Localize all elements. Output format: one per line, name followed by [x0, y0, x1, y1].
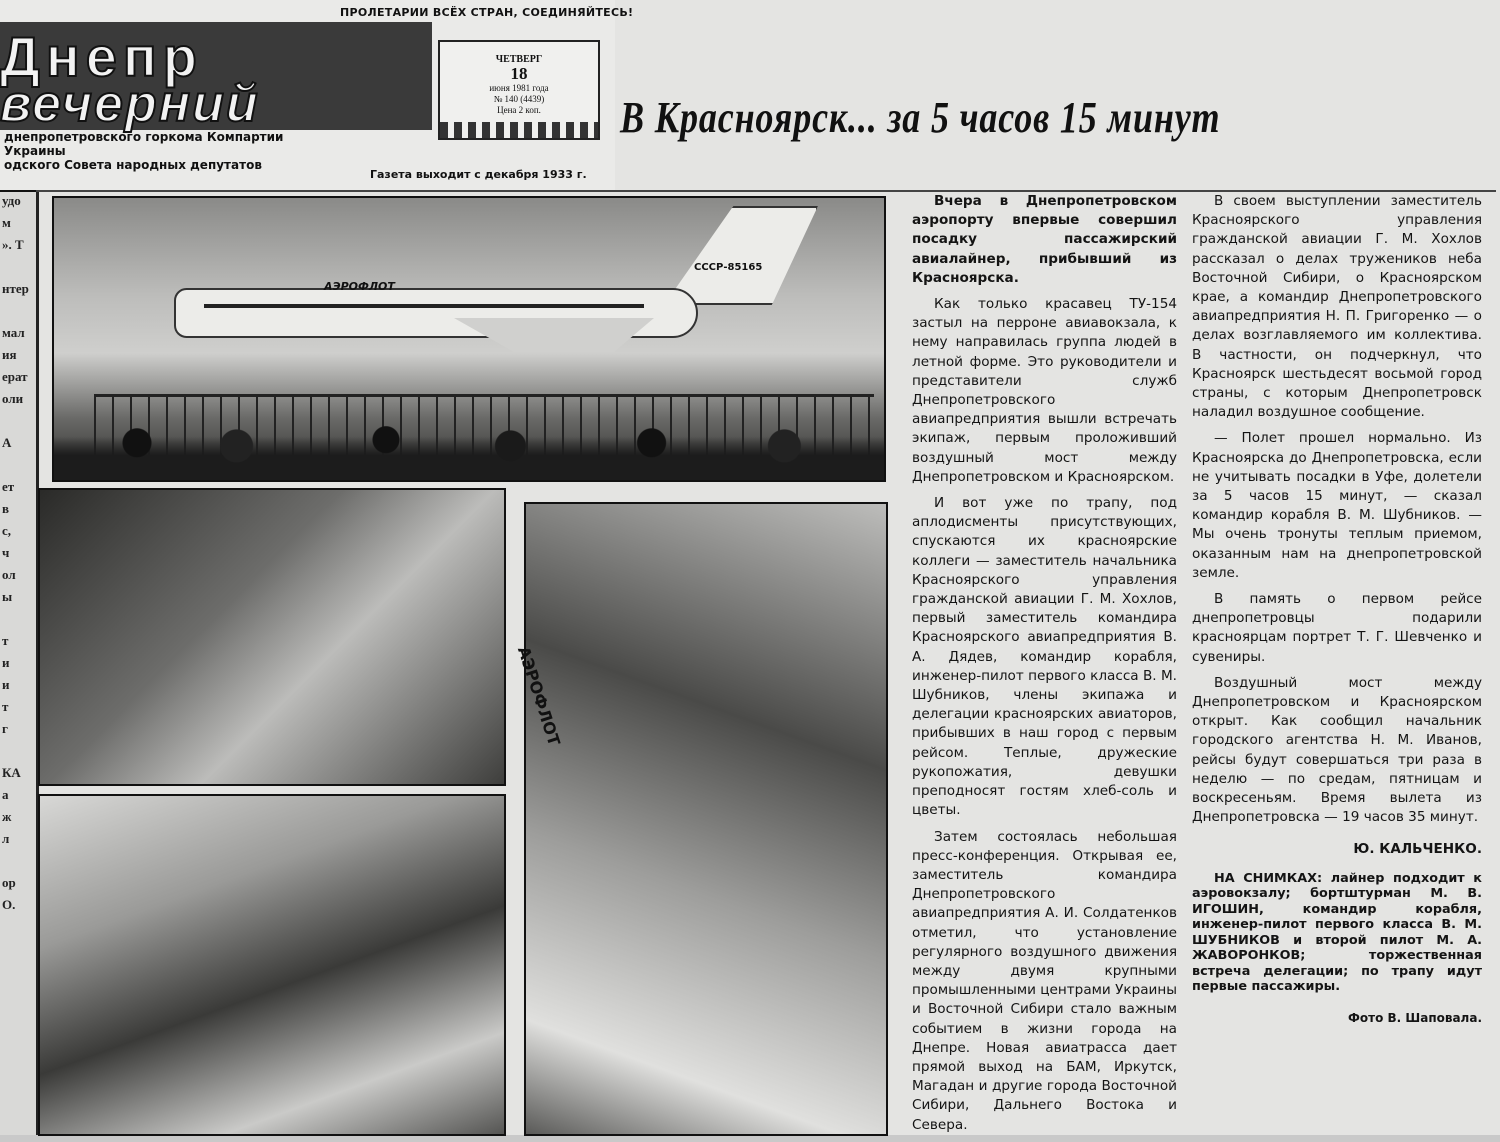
fragment-text: [0, 410, 36, 432]
photo-captions: НА СНИМКАХ: лайнер подходит к аэровокзалу; бортштурман М. В. ИГОШИН, командир корабля, инженер-пилот первого класса В. М. ШУБНИКОВ и второй пилот М. А. ЖАВОРОНКОВ; торжественная встреча делегации; по трапу идут первые пассажиры.: [1192, 870, 1482, 995]
fragment-text: в: [2, 501, 10, 516]
publisher-line: [4, 130, 334, 172]
plane-livery-text: АЭРОФЛОТ: [324, 280, 395, 293]
fragment-text: а: [2, 787, 9, 802]
fragment-text: ия: [2, 347, 17, 362]
plane-window-stripe: [204, 304, 644, 308]
paragraph: — Полет прошел нормально. Из Красноярска до Днепропетровска, если не учитывать посадки в Уфе, долетели за 5 часов 15 минут, — сказал командир корабля В. М. Шубников. — Мы очень тронуты теплым приемом, оказанным нам на днепропетровской земле.: [1192, 430, 1482, 581]
fragment-text: ч: [2, 545, 10, 560]
fragment-text: [0, 608, 36, 630]
masthead: [0, 0, 634, 192]
photo-credit: Фото В. Шаповала.: [1348, 1010, 1482, 1025]
photo-airliner-arriving: [52, 196, 886, 482]
weekday: ЧЕТВЕРГ: [495, 54, 543, 65]
fragment-text: [0, 850, 36, 872]
article-column-1: [912, 192, 1177, 1142]
fragment-text: мал: [2, 325, 25, 340]
fragment-text: с,: [2, 523, 12, 538]
stairs-livery-text: АЭРОФЛОТ: [513, 644, 564, 748]
paragraph: Как только красавец ТУ-154 застыл на перроне авиавокзала, к нему направилась группа людей в летной форме. Это руководители и представители служб Днепропетровского авиапредприятия вышли встречать экипаж, первым проложивший воздушный мост между Днепропетровском и Красноярском.: [912, 296, 1177, 485]
newspaper-logo: [0, 22, 432, 133]
day: 18: [510, 64, 528, 83]
article-headline: В Красноярск... за 5 часов 15 минут: [620, 93, 1221, 142]
waves-ornament: [440, 122, 598, 138]
photo-passengers-on-stairs: [513, 502, 888, 1136]
fragment-text: г: [2, 721, 8, 736]
adjacent-column-fragment: [0, 190, 39, 1135]
fragment-text: [0, 300, 36, 322]
logo-line2: вечерний: [0, 75, 260, 133]
fragment-text: О.: [2, 897, 16, 912]
fragment-text: т: [2, 633, 9, 648]
plane-registration: СССР-85165: [694, 262, 763, 273]
author-signature: Ю. КАЛЬЧЕНКО.: [1353, 840, 1482, 857]
fragment-text: ы: [2, 589, 13, 604]
fragment-text: и: [2, 677, 10, 692]
fragment-text: л: [2, 831, 10, 846]
issue-number: № 140 (4439): [493, 94, 545, 104]
fragment-text: [0, 740, 36, 762]
month-year: июня 1981 года: [489, 83, 549, 93]
article-column-2: [1192, 192, 1482, 1035]
paragraph: Воздушный мост между Днепропетровском и Красноярском открыт. Как сообщил начальник городского агентства Н. М. Иванов, рейсы будут совершаться три раза в неделю — по средам, пятницам и воскресеньям. Время вылета из Днепропетровска — 19 часов 35 минут.: [1192, 674, 1482, 826]
publisher-line1: днепропетровского горкома Компартии Украины: [4, 130, 284, 158]
fragment-text: ет: [2, 479, 15, 494]
fragment-text: ор: [2, 875, 16, 890]
photo-cockpit-crew: [38, 488, 506, 786]
date-box: [438, 40, 600, 140]
fragment-text: удо: [2, 193, 21, 208]
price: Цена 2 коп.: [497, 105, 541, 115]
fragment-text: [0, 454, 36, 476]
fragment-text: ». Т: [2, 237, 24, 252]
publisher-line2: одского Совета народных депутатов: [4, 158, 262, 172]
fragment-text: м: [2, 215, 11, 230]
plane-wing: [454, 318, 654, 352]
fragment-text: т: [2, 699, 9, 714]
fragment-text: А: [2, 435, 12, 450]
paragraph: Затем состоялась небольшая пресс-конференция. Открывая ее, заместитель командира Днепропетровского авиапредприятия А. И. Солдатенков отметил, что установление регулярного воздушного движения между двумя крупными промышленными центрами Украины и Восточной Сибири стало важным событием в жизни города на Днепре. Новая авиатрасса дает прямой выход на БАМ, Иркутск, Магадан и другие города Восточной Сибири, Дальнего Востока и Севера.: [912, 828, 1177, 1133]
fragment-text: ж: [2, 809, 12, 824]
fragment-text: [0, 256, 36, 278]
photo-welcome-ceremony: [38, 794, 506, 1136]
fragment-text: ол: [2, 567, 16, 582]
fragment-text: оли: [2, 391, 24, 406]
crowd-silhouettes: [54, 418, 884, 480]
published-since: Газета выходит с декабря 1933 г.: [370, 168, 587, 181]
fragment-text: ерат: [2, 369, 28, 384]
fragment-text: КА: [2, 765, 21, 780]
plane-tail: [664, 206, 818, 305]
fragment-text: и: [2, 655, 10, 670]
slogan: ПРОЛЕТАРИИ ВСЁХ СТРАН, СОЕДИНЯЙТЕСЬ!: [340, 6, 634, 19]
paragraph: И вот уже по трапу, под аплодисменты присутствующих, спускаются их красноярские коллеги — заместитель начальника Красноярского управления гражданской авиации Г. М. Хохлов, первый заместитель командира Красноярского авиапредприятия В. А. Дядев, командир корабля, инженер-пилот первого класса В. М. Шубников, члены экипажа и делегации красноярских авиаторов, прибывших в наш город с первым рейсом. Теплые, дружеские рукопожатия, девушки преподносят гостям хлеб-соль и цветы.: [912, 495, 1177, 819]
paragraph: В память о первом рейсе днепропетровцы подарили красноярцам портрет Т. Г. Шевченко и сувениры.: [1192, 591, 1482, 665]
logo-line1: Днепр: [0, 25, 203, 88]
fragment-text: нтер: [2, 281, 29, 296]
paragraph: В своем выступлении заместитель Красноярского управления гражданской авиации Г. М. Хохлов рассказал о делах тружеников неба Восточной Сибири, о Красноярском крае, а командир Днепропетровского авиапредприятия Н. П. Григоренко — о делах возглавляемого им коллектива. В частности, он подчеркнул, что Красноярск шестьдесят восьмой город страны, с которым Днепропетровск наладил воздушное сообщение.: [1192, 193, 1482, 421]
article-lead: Вчера в Днепропетровском аэропорту впервые совершил посадку пассажирский авиалайнер, прибывший из Красноярска.: [912, 193, 1177, 286]
